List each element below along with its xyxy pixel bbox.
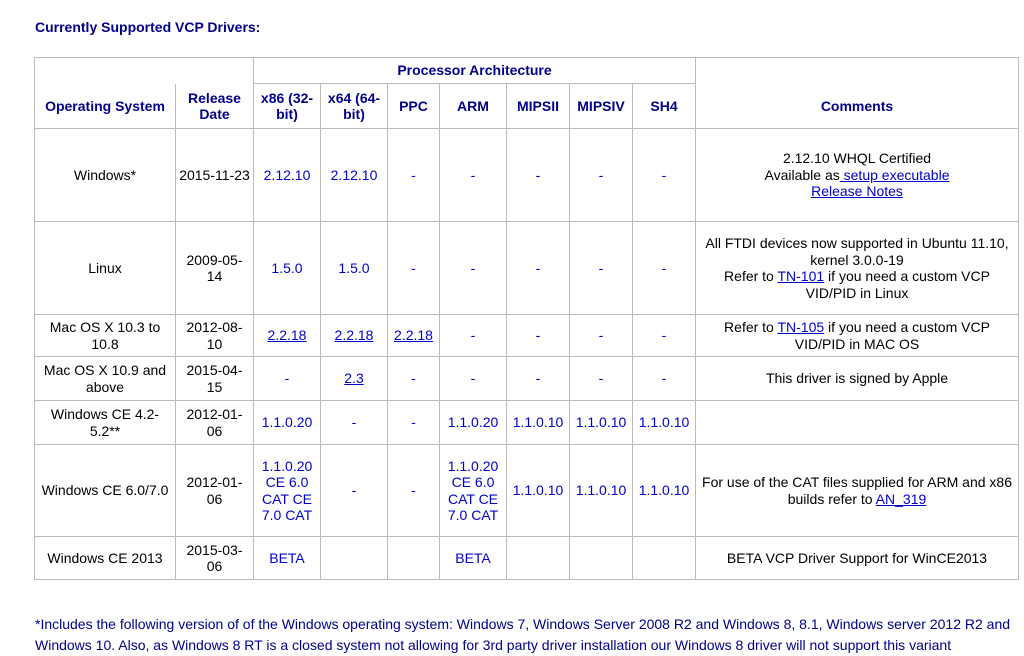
date-cell: 2015-11-23 (176, 129, 254, 222)
x64-cell (321, 315, 388, 357)
mipsiv-cell: 1.1.0.10 (570, 401, 633, 445)
os-cell: Windows CE 6.0/7.0 (35, 445, 176, 537)
table-row-linux (35, 222, 1019, 315)
sh4-cell (633, 537, 696, 580)
column-header-row (35, 84, 1019, 129)
date-cell: 2012-01-06 (176, 445, 254, 537)
mipsiv-cell: - (570, 129, 633, 222)
release-notes-link[interactable]: Release Notes (811, 183, 903, 200)
comment-text: Refer to (724, 319, 778, 335)
comment-text: Refer to (724, 268, 778, 284)
ppc-driver-link[interactable]: 2.2.18 (394, 327, 433, 344)
os-cell: Linux (35, 222, 176, 315)
comments-cell: BETA VCP Driver Support for WinCE2013 (696, 537, 1019, 580)
x86-driver-link[interactable]: 2.2.18 (267, 327, 307, 344)
arm-cell: - (440, 222, 507, 315)
x86-cell: 1.1.0.20 (254, 401, 321, 445)
arm-cell: 1.1.0.20 CE 6.0 CAT CE 7.0 CAT (440, 445, 507, 537)
group-header-row (35, 58, 1019, 84)
an-319-link[interactable]: AN_319 (875, 490, 927, 507)
header-spacer (35, 58, 254, 84)
comments-cell (696, 129, 1019, 222)
os-cell: Mac OS X 10.9 and above (35, 357, 176, 401)
comment-text: For use of the CAT files supplied for ARM and x86 builds refer to (702, 474, 1012, 507)
x86-cell: - (254, 357, 321, 401)
x86-cell: 1.5.0 (254, 222, 321, 315)
col-header-mipsii: MIPSII (507, 84, 570, 129)
mipsii-cell: - (507, 315, 570, 357)
x86-cell: 2.12.10 (254, 129, 321, 222)
sh4-cell: - (633, 129, 696, 222)
arm-cell: BETA (440, 537, 507, 580)
col-header-ppc: PPC (388, 84, 440, 129)
arm-cell: - (440, 357, 507, 401)
mipsii-cell: - (507, 222, 570, 315)
x86-cell (254, 315, 321, 357)
mipsii-cell: - (507, 129, 570, 222)
comments-cell (696, 315, 1019, 357)
mipsii-cell (507, 537, 570, 580)
mipsii-cell: - (507, 357, 570, 401)
table-row-wince-4-2 (35, 401, 1019, 445)
os-cell: Mac OS X 10.3 to 10.8 (35, 315, 176, 357)
processor-architecture-header: Processor Architecture (254, 58, 696, 84)
date-cell: 2012-08-10 (176, 315, 254, 357)
ppc-cell: - (388, 222, 440, 315)
x64-cell (321, 357, 388, 401)
table-row-macos-10-3 (35, 315, 1019, 357)
drivers-table (34, 57, 1019, 580)
x64-cell: 2.12.10 (321, 129, 388, 222)
col-header-arm: ARM (440, 84, 507, 129)
header-spacer-right (696, 58, 1019, 84)
date-cell: 2015-04-15 (176, 357, 254, 401)
ppc-cell (388, 537, 440, 580)
col-header-os: Operating System (35, 84, 176, 129)
x64-cell: 1.5.0 (321, 222, 388, 315)
x64-cell: - (321, 445, 388, 537)
date-cell: 2009-05-14 (176, 222, 254, 315)
table-row-wince-2013 (35, 537, 1019, 580)
sh4-cell: 1.1.0.10 (633, 401, 696, 445)
col-header-release-date: Release Date (176, 84, 254, 129)
tn-101-link[interactable]: TN-101 (777, 268, 825, 284)
col-header-sh4: SH4 (633, 84, 696, 129)
table-row-macos-10-9 (35, 357, 1019, 401)
comments-cell: This driver is signed by Apple (696, 357, 1019, 401)
col-header-mipsiv: MIPSIV (570, 84, 633, 129)
col-header-comments: Comments (696, 84, 1019, 129)
mipsii-cell: 1.1.0.10 (507, 401, 570, 445)
os-cell: Windows* (35, 129, 176, 222)
date-cell: 2015-03-06 (176, 537, 254, 580)
comment-text: All FTDI devices now supported in Ubuntu 11.10, kernel 3.0.0-19 (705, 235, 1009, 268)
comments-cell (696, 222, 1019, 315)
x86-cell: 1.1.0.20 CE 6.0 CAT CE 7.0 CAT (254, 445, 321, 537)
comments-cell (696, 401, 1019, 445)
date-cell: 2012-01-06 (176, 401, 254, 445)
table-row-wince-6-0 (35, 445, 1019, 537)
col-header-x64: x64 (64-bit) (321, 84, 388, 129)
setup-executable-link[interactable]: setup executable (839, 166, 950, 183)
table-row-windows (35, 129, 1019, 222)
x64-driver-link[interactable]: 2.3 (344, 370, 364, 387)
mipsii-cell: 1.1.0.10 (507, 445, 570, 537)
mipsiv-cell: 1.1.0.10 (570, 445, 633, 537)
footnote: *Includes the following version of of the Windows operating system: Windows 7, Windows Server 2008 R2 and Windows 8, 8.1, Windows server 2012 R2 and Windows 10. Also, as Windows 8 RT is a closed system not allowing for 3rd party driver installation our Windows 8 driver will not support this variant (35, 616, 1011, 653)
mipsiv-cell: - (570, 315, 633, 357)
ppc-cell: - (388, 357, 440, 401)
os-cell: Windows CE 2013 (35, 537, 176, 580)
ppc-cell: - (388, 401, 440, 445)
comment-text: 2.12.10 WHQL Certified (782, 150, 932, 167)
mipsiv-cell: - (570, 357, 633, 401)
ppc-cell (388, 315, 440, 357)
x64-cell: - (321, 401, 388, 445)
comment-text: if you need a custom VCP VID/PID in Linux (805, 268, 990, 301)
comments-cell (696, 445, 1019, 537)
comment-text: if you need a custom VCP VID/PID in MAC OS (794, 319, 990, 352)
ppc-cell: - (388, 445, 440, 537)
sh4-cell: 1.1.0.10 (633, 445, 696, 537)
arm-cell: - (440, 315, 507, 357)
x64-cell (321, 537, 388, 580)
col-header-x86: x86 (32-bit) (254, 84, 321, 129)
arm-cell: 1.1.0.20 (440, 401, 507, 445)
sh4-cell: - (633, 222, 696, 315)
tn-105-link[interactable]: TN-105 (777, 319, 825, 335)
os-cell: Windows CE 4.2-5.2** (35, 401, 176, 445)
comment-text: Available as (764, 166, 840, 183)
mipsiv-cell (570, 537, 633, 580)
x64-driver-link[interactable]: 2.2.18 (334, 327, 374, 344)
arm-cell: - (440, 129, 507, 222)
sh4-cell: - (633, 315, 696, 357)
ppc-cell: - (388, 129, 440, 222)
page-heading: Currently Supported VCP Drivers: (35, 19, 261, 35)
mipsiv-cell: - (570, 222, 633, 315)
sh4-cell: - (633, 357, 696, 401)
x86-cell: BETA (254, 537, 321, 580)
